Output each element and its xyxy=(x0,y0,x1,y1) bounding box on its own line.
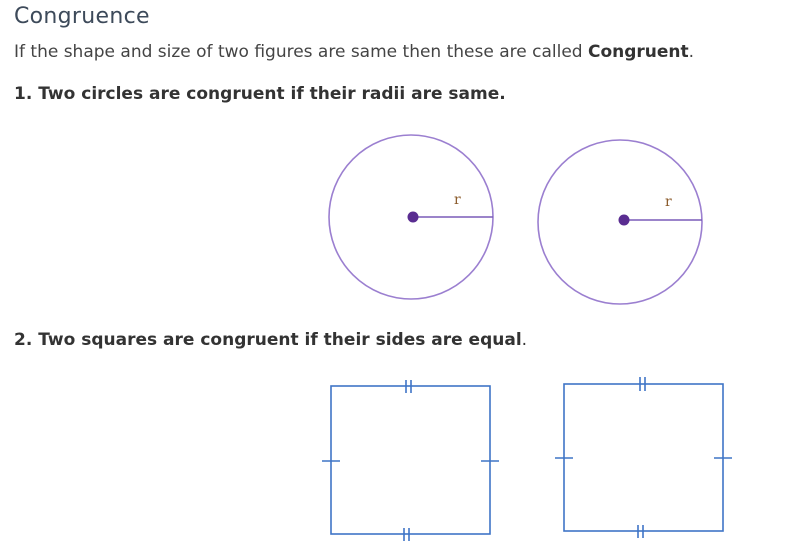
circle-right-outline xyxy=(538,140,702,304)
circle-left xyxy=(329,135,493,299)
intro-text xyxy=(14,42,694,62)
rule-squares xyxy=(14,330,527,350)
intro-before: If the shape and size of two figures are same then these are called xyxy=(14,42,588,62)
circle-right xyxy=(538,140,702,304)
square-left xyxy=(322,380,499,541)
rule-circles-text: 1. Two circles are congruent if their radii are same. xyxy=(14,84,506,104)
square-right-outline xyxy=(564,384,723,531)
circle-right-center xyxy=(619,215,630,226)
rule-circles xyxy=(14,84,506,104)
circle-left-center xyxy=(408,212,419,223)
rule-squares-trailing: . xyxy=(521,330,528,350)
circle-left-outline xyxy=(329,135,493,299)
square-right xyxy=(555,377,732,538)
square-left-outline xyxy=(331,386,490,534)
intro-after: . xyxy=(688,42,695,62)
circle-left-radius-label: r xyxy=(454,192,461,208)
intro-bold-term: Congruent xyxy=(587,42,689,62)
page-title: Congruence xyxy=(14,4,150,29)
circle-right-radius-label: r xyxy=(665,194,672,210)
rule-squares-text: 2. Two squares are congruent if their sides are equal xyxy=(14,330,522,350)
